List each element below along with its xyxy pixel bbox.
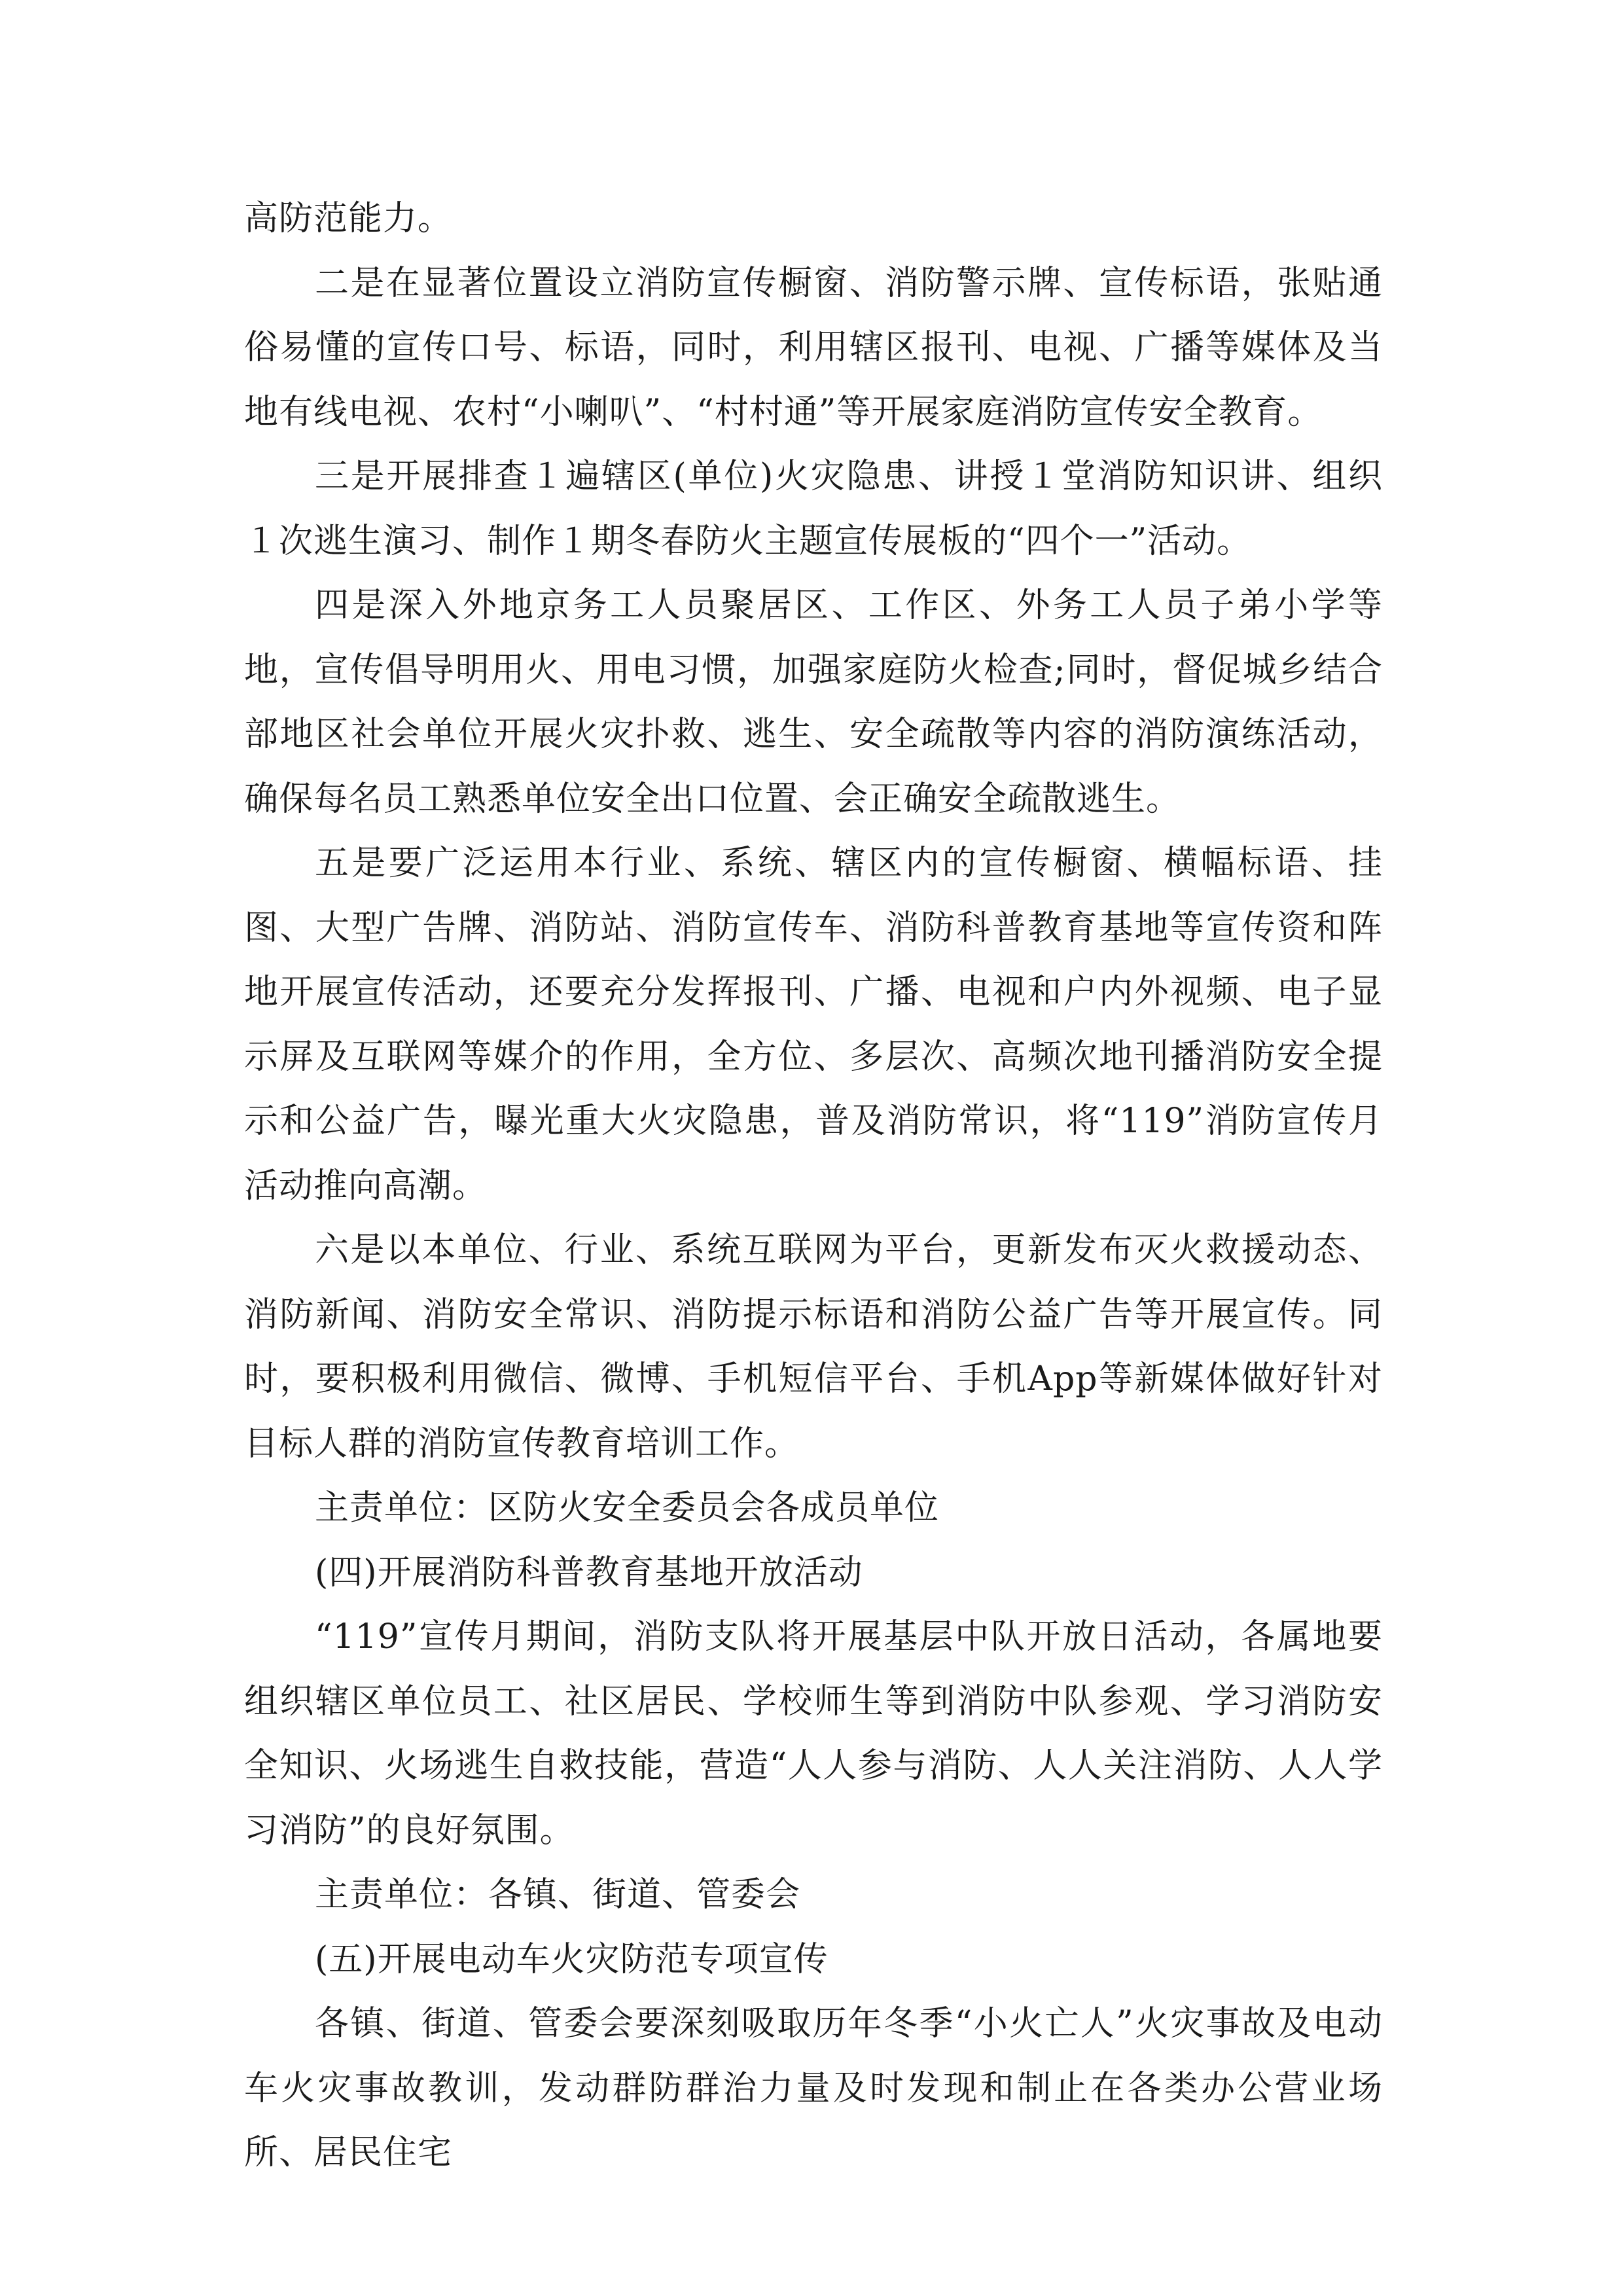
paragraph-4: 五是要广泛运用本行业、系统、辖区内的宣传橱窗、横幅标语、挂图、大型广告牌、消防站、消防宣传车、消防科普教育基地等宣传资和阵地开展宣传活动，还要充分发挥报刊、广播、电视和户内外视频、电子显示屏及互联网等媒介的作用，全方位、多层次、高频次地刊播消防安全提示和公益广告，曝光重大火灾隐患，普及消防常识，将“119”消防宣传月活动推向高潮。 (244, 844, 1383, 1206)
paragraph-3: 四是深入外地京务工人员聚居区、工作区、外务工人员子弟小学等地，宣传倡导明用火、用电习惯，加强家庭防火检查;同时，督促城乡结合部地区社会单位开展火灾扑救、逃生、安全疏散等内容的消防演练活动，确保每名员工熟悉单位安全出口位置、会正确安全疏散逃生。 (244, 586, 1383, 819)
paragraph-0: 高防范能力。 (244, 199, 453, 238)
responsible-unit-line: 主责单位：区防火安全委员会各成员单位 (315, 1488, 940, 1528)
paragraph-5: 六是以本单位、行业、系统互联网为平台，更新发布灭火救援动态、消防新闻、消防安全常识、消防提示标语和消防公益广告等开展宣传。同时，要积极利用微信、微博、手机短信平台、手机App等新媒体做好针对目标人群的消防宣传教育培训工作。 (244, 1230, 1383, 1463)
section-heading-5: (五)开展电动车火灾防范专项宣传 (315, 1939, 829, 1979)
paragraph-8: “119”宣传月期间，消防支队将开展基层中队开放日活动，各属地要组织辖区单位员工、社区居民、学校师生等到消防中队参观、学习消防安全知识、火场逃生自救技能，营造“人人参与消防、人人关注消防、人人学习消防”的良好氛围。 (244, 1617, 1383, 1850)
paragraph-11: 各镇、街道、管委会要深刻吸取历年冬季“小火亡人”火灾事故及电动车火灾事故教训，发动群防群治力量及时发现和制止在各类办公营业场所、居民住宅 (244, 2004, 1383, 2172)
section-heading-4: (四)开展消防科普教育基地开放活动 (315, 1552, 863, 1592)
responsible-unit-line: 主责单位：各镇、街道、管委会 (315, 1875, 801, 1914)
paragraph-1: 二是在显著位置设立消防宣传橱窗、消防警示牌、宣传标语，张贴通俗易懂的宣传口号、标语，同时，利用辖区报刊、电视、广播等媒体及当地有线电视、农村“小喇叭”、“村村通”等开展家庭消防宣传安全教育。 (244, 263, 1383, 432)
paragraph-2: 三是开展排查１遍辖区(单位)火灾隐患、讲授１堂消防知识讲、组织１次逃生演习、制作１期冬春防火主题宣传展板的“四个一”活动。 (244, 457, 1383, 561)
document-body (244, 187, 1383, 2185)
